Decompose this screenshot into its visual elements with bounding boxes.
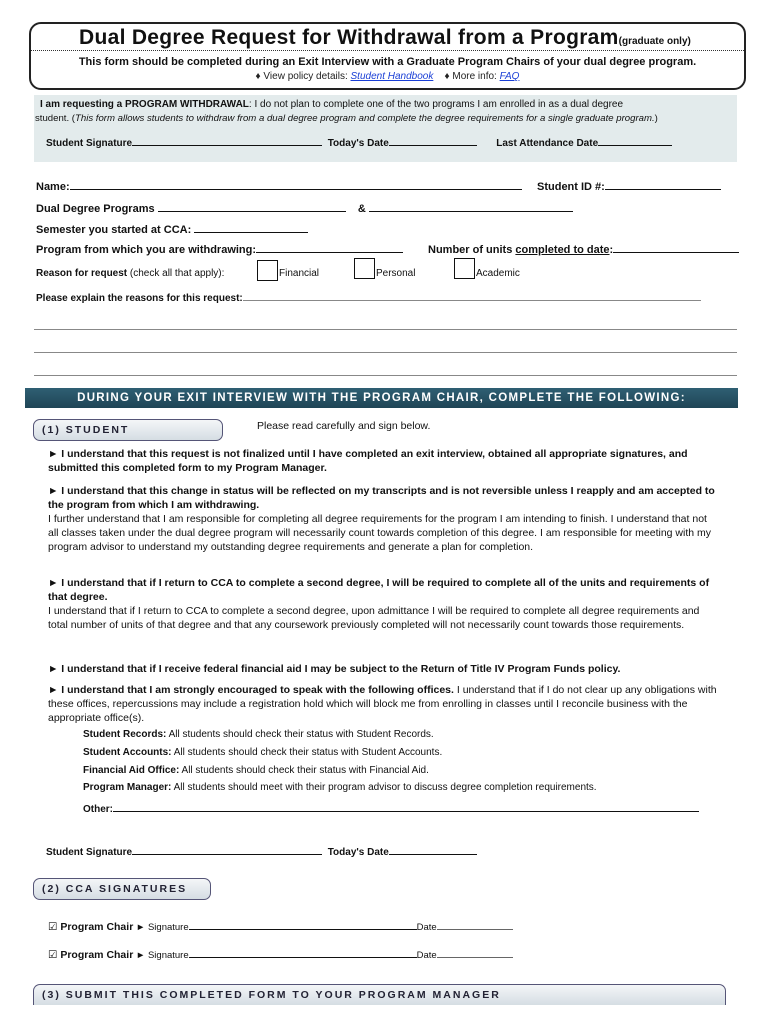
units-completed-field[interactable] (613, 241, 739, 253)
todays-date-label: Today's Date (327, 847, 389, 858)
ack-2-bold: ► I understand that this change in status will be reflected on my transcripts and is not reversible unless I reapply and am accepted to the program from which I am withdrawing. (48, 485, 715, 511)
request-lead-rest: : I do not plan to complete one of the two programs I am enrolled in as a dual degree (248, 99, 624, 110)
semester-field[interactable] (194, 221, 308, 233)
student-id-field[interactable] (605, 178, 721, 190)
checked-box-icon: ☑ (48, 949, 58, 961)
program-chair-signature-line-2[interactable] (189, 946, 417, 958)
units-label-a: Number of units (428, 244, 516, 256)
ack-paragraph-1: ► I understand that this request is not finalized until I have completed an exit interview, obtained all appropriate signatures, and submitted this completed form to my Program Manager. (48, 448, 688, 474)
ack-5-bold: ► I understand that I am strongly encouraged to speak with the following offices. (48, 684, 454, 696)
other-field[interactable] (113, 800, 699, 812)
office-name: Student Accounts: (83, 747, 172, 758)
signature-label: ► Signature (133, 922, 189, 933)
student-handbook-link[interactable]: Student Handbook (350, 71, 434, 82)
dual-programs-row (36, 200, 573, 215)
financial-label: Financial (279, 268, 320, 279)
section-1-note: Please read carefully and sign below. (257, 420, 431, 432)
ack-5-text: I understand that if I do not clear up any obligations with these offices, repercussions may include a registration hold which will block me from enrolling in classes until I reconcile business with the appropriate office(s). (48, 684, 717, 724)
other-label: Other: (83, 804, 113, 815)
signature-label: ► Signature (133, 950, 189, 961)
ack-3-text: I understand that if I return to CCA to complete a second degree, upon admittance I will be required to complete all degree requirements and total number of units of that degree and that any coursework previously completed will not necessarily count towards those requirements. (48, 605, 700, 631)
program-chair-label: Program Chair (60, 949, 134, 961)
program-withdrawing-field[interactable] (256, 241, 403, 253)
ack-paragraph-4: ► I understand that if I receive federal financial aid I may be subject to the Return of Title IV Program Funds policy. (48, 663, 621, 675)
todays-date-label: Today's Date (327, 138, 389, 149)
request-line2-italic: This form allows students to withdraw from a dual degree program and complete the degree requirements for a single graduate program. (75, 113, 655, 124)
program-withdrawing-label: Program from which you are withdrawing: (36, 244, 257, 256)
reason-hint: (check all that apply): (127, 268, 225, 279)
todays-date-line[interactable] (389, 134, 477, 146)
last-attendance-line[interactable] (598, 134, 672, 146)
office-student-records (83, 729, 434, 740)
student-signature-line[interactable] (132, 843, 322, 855)
reason-label-bold: Reason for request (36, 268, 128, 279)
office-name: Student Records: (83, 729, 167, 740)
program-chair-date-line-1[interactable] (437, 918, 513, 930)
semester-label: Semester you started at CCA: (36, 224, 192, 236)
section-1-student-label: (1) STUDENT (33, 419, 223, 441)
ack-paragraph-3 (48, 576, 720, 632)
office-financial-aid (83, 765, 429, 776)
section-2-cca-signatures-label: (2) CCA SIGNATURES (33, 878, 211, 900)
faq-link[interactable]: FAQ (499, 71, 520, 82)
program-chair-signature-line-1[interactable] (189, 918, 417, 930)
request-signature-row (46, 134, 672, 149)
office-name: Financial Aid Office: (83, 765, 180, 776)
semester-row (36, 221, 308, 236)
student-signature-label: Student Signature (46, 847, 133, 858)
financial-checkbox[interactable] (257, 260, 278, 281)
units-label-c: : (609, 244, 614, 256)
student-signature-label: Student Signature (46, 138, 133, 149)
explain-line-2[interactable] (34, 329, 737, 330)
academic-checkbox[interactable] (454, 258, 475, 279)
ack-paragraph-5 (48, 683, 720, 725)
student-id-label: Student ID #: (537, 181, 605, 193)
request-line2-b: ) (654, 113, 658, 124)
withdrawal-request-block (34, 95, 737, 162)
policy-prefix: ♦ View policy details: (255, 71, 351, 82)
title-divider (31, 50, 744, 51)
program-chair-label: Program Chair (60, 921, 134, 933)
request-line-2 (35, 113, 658, 124)
dual-program-1-field[interactable] (158, 200, 346, 212)
units-completed-row (428, 241, 739, 256)
more-info-prefix: ♦ More info: (444, 71, 500, 82)
office-text: All students should check their status with Student Records. (166, 729, 434, 740)
explain-line-4[interactable] (34, 375, 737, 376)
date-label: Date (416, 950, 437, 961)
personal-checkbox[interactable] (354, 258, 375, 279)
reason-label (36, 268, 224, 279)
personal-label: Personal (376, 268, 416, 279)
office-other (83, 800, 699, 815)
program-chair-date-line-2[interactable] (437, 946, 513, 958)
intro-text: This form should be completed during an Exit Interview with a Graduate Program Chairs of your dual degree program. (78, 56, 697, 68)
dual-programs-label: Dual Degree Programs (36, 203, 155, 215)
office-text: All students should check their status with Student Accounts. (171, 747, 443, 758)
office-text: All students should check their status with Financial Aid. (179, 765, 429, 776)
name-label: Name: (36, 181, 70, 193)
title-suffix: (graduate only) (618, 36, 691, 47)
ack-2-text: I further understand that I am responsible for completing all degree requirements for the program I am intending to finish. I understand that not all classes taken under the dual degree program will necessarily count towards completion of this degree. I am responsible for meeting with my program advisor to understand my outstanding degree requirements and generate a plan for completion. (48, 513, 711, 553)
academic-label: Academic (476, 268, 520, 279)
request-lead: I am requesting a PROGRAM WITHDRAWAL (40, 99, 249, 110)
explain-field[interactable] (243, 289, 701, 301)
dual-program-2-field[interactable] (369, 200, 573, 212)
office-program-manager (83, 782, 597, 793)
name-row (36, 178, 522, 193)
student-id-row (537, 178, 721, 193)
links-line (31, 71, 744, 82)
request-line2-a: student. ( (35, 113, 75, 124)
program-chair-row-1 (48, 918, 513, 933)
date-label: Date (416, 922, 437, 933)
office-text: All students should meet with their program advisor to discuss degree completion requirements. (171, 782, 597, 793)
ack-3-bold: ► I understand that if I return to CCA to complete a second degree, I will be required to complete all of the units and requirements of that degree. (48, 577, 710, 603)
form-title: Dual Degree Request for Withdrawal from a Program(graduate only) (79, 26, 691, 49)
header-box (29, 22, 746, 90)
office-student-accounts (83, 747, 442, 758)
explain-label: Please explain the reasons for this request: (36, 293, 243, 304)
exit-interview-banner: DURING YOUR EXIT INTERVIEW WITH THE PROGRAM CHAIR, COMPLETE THE FOLLOWING: (25, 388, 738, 408)
student-signature-line[interactable] (132, 134, 322, 146)
program-withdrawing-row (36, 241, 403, 256)
request-line-1 (40, 99, 623, 110)
last-attendance-label: Last Attendance Date (496, 138, 599, 149)
explain-row (36, 289, 701, 304)
program-chair-row-2 (48, 946, 513, 961)
ampersand: & (357, 203, 366, 215)
units-label-b: completed to date (515, 244, 610, 256)
office-name: Program Manager: (83, 782, 172, 793)
ack-paragraph-2 (48, 484, 720, 554)
todays-date-line[interactable] (389, 843, 477, 855)
section-3-submit-label: (3) SUBMIT THIS COMPLETED FORM TO YOUR PROGRAM MANAGER (33, 984, 726, 1005)
name-field[interactable] (70, 178, 522, 190)
checked-box-icon: ☑ (48, 921, 58, 933)
section-1-signature-row (46, 843, 477, 858)
explain-line-3[interactable] (34, 352, 737, 353)
